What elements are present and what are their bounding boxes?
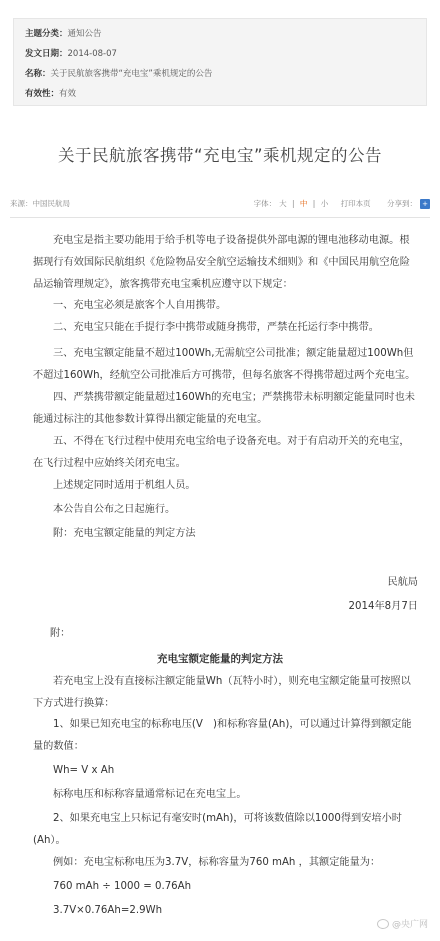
info-row-date <box>25 44 426 64</box>
info-value: 有效 <box>59 89 77 99</box>
font-medium-button[interactable]: 中 <box>299 199 308 208</box>
separator: | <box>291 199 295 208</box>
document-info-panel <box>13 18 427 106</box>
info-row-category <box>25 24 426 44</box>
paragraph: 1、如果已知充电宝的标称电压(V )和标称容量(Ah)，可以通过计算得到额定能量的数值： <box>33 719 412 752</box>
info-row-validity <box>25 84 426 104</box>
info-row-name <box>25 64 426 84</box>
formula: Wh= V x Ah <box>53 765 115 776</box>
info-value: 关于民航旅客携带“充电宝”乘机规定的公告 <box>50 69 213 79</box>
paragraph: 例如：充电宝标称电压为3.7V，标称容量为760 mAh ，其额定能量为： <box>53 857 381 868</box>
divider <box>10 217 430 218</box>
info-label: 发文日期： <box>25 49 68 59</box>
separator: | <box>312 199 316 208</box>
issuer-signature: 民航局 <box>387 577 418 588</box>
paragraph: 三、充电宝额定能量不超过100Wh,无需航空公司批准；额定能量超过100Wh但不超过160Wh，经航空公司批准后方可携带，但每名旅客不得携带超过两个充电宝。 <box>33 348 416 381</box>
share-icon[interactable]: + <box>420 199 430 209</box>
info-value: 通知公告 <box>67 29 102 39</box>
page-title: 关于民航旅客携带“充电宝”乘机规定的公告 <box>57 146 383 165</box>
article-toolbar <box>10 195 430 213</box>
watermark <box>377 917 428 930</box>
info-label: 名称： <box>25 69 51 79</box>
paragraph: 四、严禁携带额定能量超过160Wh的充电宝；严禁携带未标明额定能量同时也未能通过标注的其他参数计算得出额定能量的充电宝。 <box>33 392 415 425</box>
paragraph: 二、充电宝只能在手提行李中携带或随身携带，严禁在托运行李中携带。 <box>53 322 379 333</box>
attachment-title: 充电宝额定能量的判定方法 <box>157 653 283 665</box>
paragraph: 本公告自公布之日起施行。 <box>53 504 176 515</box>
paragraph: 2、如果充电宝上只标记有毫安时(mAh)，可将该数值除以1000得到安培小时(Ah）。 <box>33 813 402 846</box>
attachment-label: 附： <box>50 628 71 639</box>
font-small-button[interactable]: 小 <box>320 199 329 208</box>
paragraph: 附：充电宝额定能量的判定方法 <box>53 528 196 539</box>
toolbar-actions <box>251 195 430 213</box>
paragraph: 上述规定同时适用于机组人员。 <box>53 480 196 491</box>
font-large-button[interactable]: 大 <box>279 199 287 208</box>
paragraph: 五、不得在飞行过程中使用充电宝给电子设备充电。对于有启动开关的充电宝，在飞行过程中应始终关闭充电宝。 <box>33 436 410 469</box>
source-label: 来源：中国民航局 <box>10 199 70 208</box>
formula: 760 mAh ÷ 1000 = 0.76Ah <box>53 881 192 892</box>
print-button[interactable]: 打印本页 <box>340 199 371 208</box>
paragraph: 标称电压和标称容量通常标记在充电宝上。 <box>53 789 247 800</box>
info-label: 有效性： <box>25 89 60 99</box>
paragraph: 一、充电宝必须是旅客个人自用携带。 <box>53 300 227 311</box>
formula: 3.7V×0.76Ah=2.9Wh <box>53 905 163 916</box>
weibo-icon <box>377 919 389 929</box>
font-size-label: 字体： <box>253 199 277 208</box>
paragraph: 若充电宝上没有直接标注额定能量Wh（瓦特小时），则充电宝额定能量可按照以下方式进行换算： <box>33 676 411 709</box>
watermark-text: @央广网 <box>391 920 428 930</box>
info-label: 主题分类： <box>25 29 68 39</box>
share-label: 分享到： <box>387 199 417 208</box>
info-value: 2014-08-07 <box>67 49 117 59</box>
issue-date: 2014年8月7日 <box>348 601 418 612</box>
paragraph: 充电宝是指主要功能用于给手机等电子设备提供外部电源的锂电池移动电源。根据现行有效国际民航组织《危险物品安全航空运输技术细则》和《中国民用航空危险品运输管理规定》，旅客携带充电宝乘机应遵守以下规定： <box>33 235 410 290</box>
